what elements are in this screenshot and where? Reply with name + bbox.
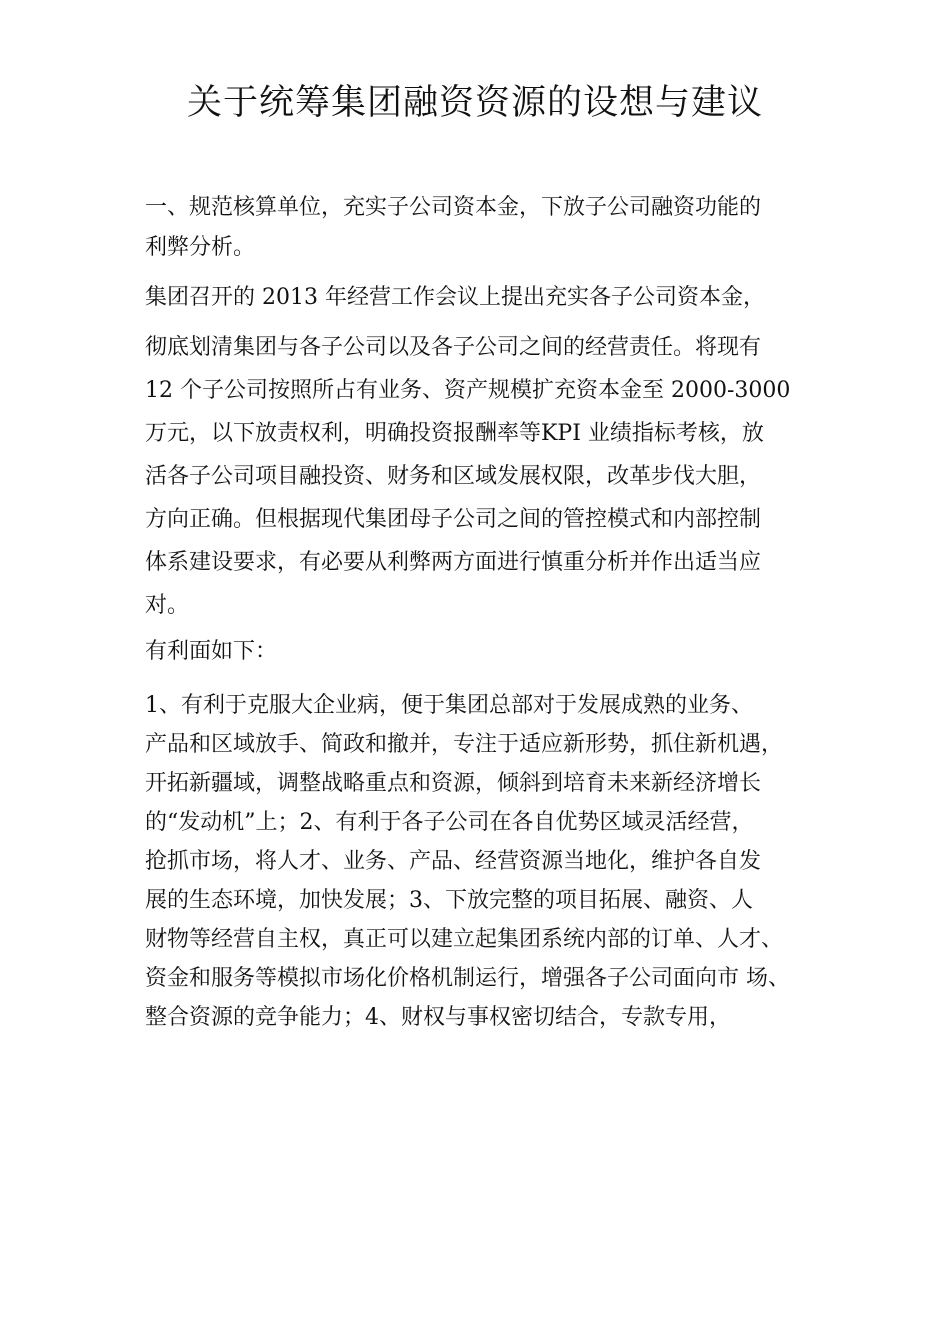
- paragraph-line: 开拓新疆域，调整战略重点和资源，倾斜到培育未来新经济增长: [145, 771, 762, 796]
- paragraph-line: 财物等经营自主权，真正可以建立起集团系统内部的订单、人才、: [145, 927, 784, 952]
- paragraph-line: 方向正确。但根据现代集团母子公司之间的管控模式和内部控制: [145, 507, 762, 532]
- paragraph-line: 1、有利于克服大企业病，便于集团总部对于发展成熟的业务、: [145, 693, 753, 718]
- section-heading-line: 利弊分析。: [145, 235, 256, 260]
- paragraph-line: 整合资源的竞争能力；4、财权与事权密切结合，专款专用，: [145, 1005, 731, 1030]
- paragraph-line: 彻底划清集团与各子公司以及各子公司之间的经营责任。将现有: [145, 335, 762, 360]
- paragraph-line: 有利面如下：: [145, 639, 278, 664]
- paragraph-line: 展的生态环境，加快发展；3、下放完整的项目拓展、融资、人: [145, 888, 753, 913]
- paragraph-line: 对。: [145, 593, 190, 618]
- paragraph-line: 集团召开的 2013 年经营工作会议上提出充实各子公司资本金，: [145, 285, 765, 310]
- paragraph-line: 资金和服务等模拟市场化价格机制运行，增强各子公司面向市 场、: [145, 966, 790, 991]
- section-heading-line: 一、规范核算单位，充实子公司资本金，下放子公司融资功能的: [145, 195, 762, 220]
- paragraph-line: 活各子公司项目融投资、财务和区域发展权限，改革步伐大胆，: [145, 464, 762, 489]
- paragraph-advantages: [145, 686, 825, 1037]
- paragraph-line: 体系建设要求，有必要从利弊两方面进行慎重分析并作出适当应: [145, 550, 762, 575]
- paragraph-background: [145, 278, 825, 629]
- paragraph-line: 抢抓市场，将人才、业务、产品、经营资源当地化，维护各自发: [145, 849, 762, 874]
- paragraph-line: 的“发动机”上；2、有利于各子公司在各自优势区域灵活经营，: [145, 810, 754, 835]
- paragraph-line: 产品和区域放手、简政和撤并，专注于适应新形势，抓住新机遇，: [145, 732, 784, 757]
- paragraph-line: 万元，以下放责权利，明确投资报酬率等KPI 业绩指标考核，放: [145, 421, 764, 446]
- document-title: 关于统筹集团融资资源的设想与建议: [186, 83, 763, 123]
- section-heading: [145, 188, 825, 268]
- paragraph-line: 12 个子公司按照所占有业务、资产规模扩充资本金至 2000-3000: [145, 378, 791, 403]
- paragraph-advantages-heading: [145, 632, 825, 672]
